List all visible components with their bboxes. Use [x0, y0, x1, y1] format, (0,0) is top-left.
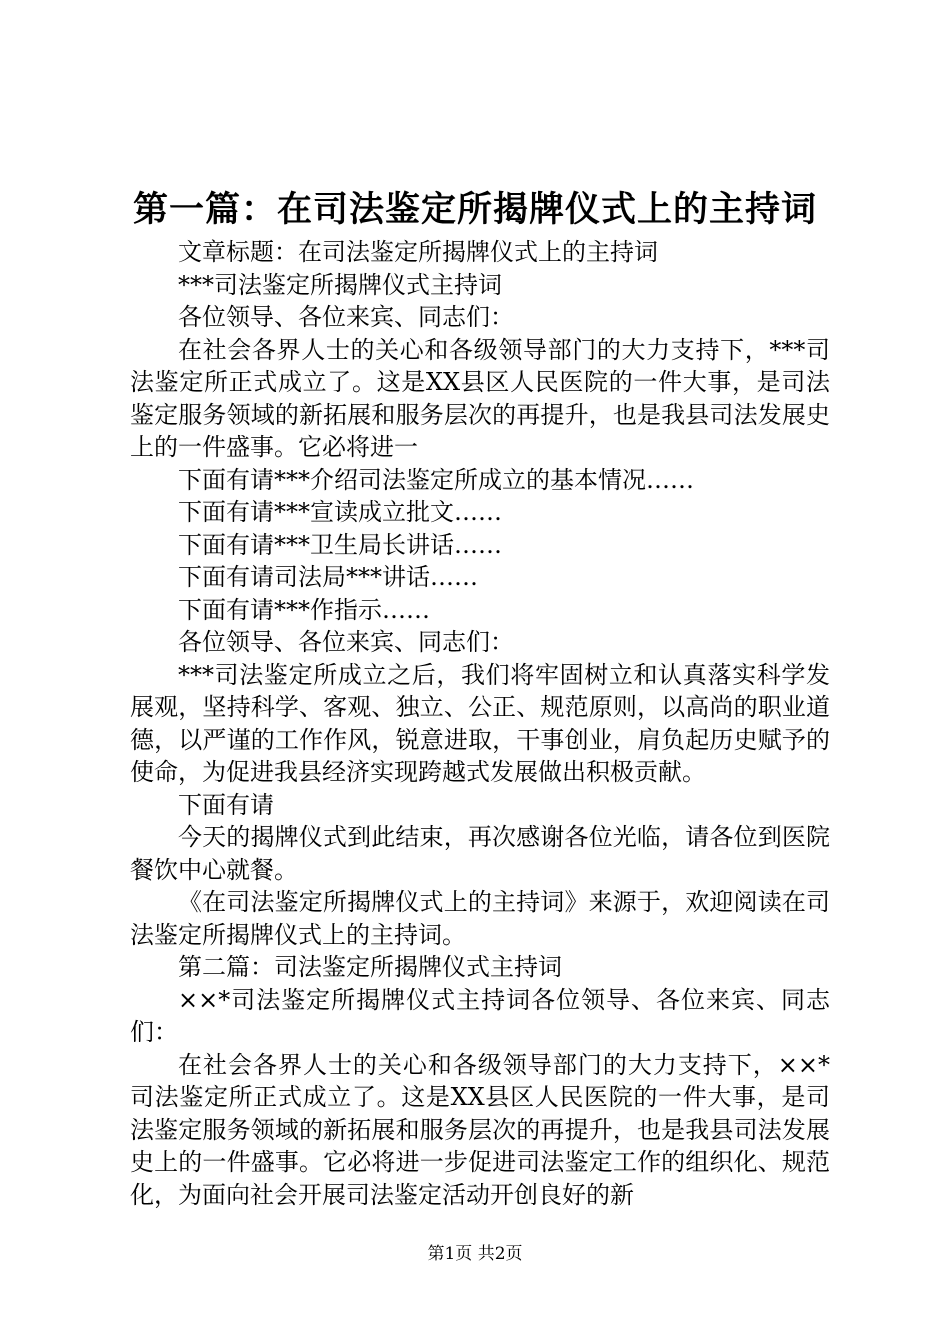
page-number-footer: 第1页 共2页 [427, 1244, 523, 1264]
paragraph-section-two-opening: 在社会各界人士的关心和各级领导部门的大力支持下，××*司法鉴定所正式成立了。这是XX县区人民医院的一件大事，是司法鉴定服务领域的新拓展和服务层次的再提升，也是我县司法发展史上的一件盛事。它必将进一步促进司法鉴定工作的组织化、规范化，为面向社会开展司法鉴定活动开创良好的新 [130, 1050, 830, 1209]
paragraph-subtitle: ***司法鉴定所揭牌仪式主持词 [178, 270, 502, 299]
paragraph-closing: 今天的揭牌仪式到此结束，再次感谢各位光临，请各位到医院餐饮中心就餐。 [130, 823, 830, 884]
paragraph-opening: 在社会各界人士的关心和各级领导部门的大力支持下，***司法鉴定所正式成立了。这是XX县区人民医院的一件大事，是司法鉴定服务领域的新拓展和服务层次的再提升，也是我县司法发展史上的一件盛事。它必将进一 [130, 335, 830, 461]
paragraph-commitment: ***司法鉴定所成立之后，我们将牢固树立和认真落实科学发展观，坚持科学、客观、独立、公正、规范原则，以高尚的职业道德，以严谨的工作作风，锐意进取，干事创业，肩负起历史赋予的使命，为促进我县经济实现跨越式发展做出积极贡献。 [130, 660, 830, 786]
paragraph-invite-approval: 下面有请***宣读成立批文…… [178, 498, 502, 526]
document-body [130, 236, 830, 1211]
document-title: 第一篇：在司法鉴定所揭牌仪式上的主持词 [132, 189, 817, 230]
paragraph-invite: 下面有请 [178, 790, 274, 819]
paragraph-invite-justice-bureau: 下面有请司法局***讲话…… [178, 563, 478, 591]
paragraph-source: 《在司法鉴定所揭牌仪式上的主持词》来源于，欢迎阅读在司法鉴定所揭牌仪式上的主持词。 [130, 888, 830, 949]
paragraph-invite-introduction: 下面有请***介绍司法鉴定所成立的基本情况…… [178, 465, 694, 494]
paragraph-invite-health-bureau: 下面有请***卫生局长讲话…… [178, 530, 502, 559]
paragraph-invite-instructions: 下面有请***作指示…… [178, 595, 430, 624]
paragraph-greeting: 各位领导、各位来宾、同志们： [178, 303, 514, 331]
paragraph-greeting-2: 各位领导、各位来宾、同志们： [178, 628, 514, 656]
paragraph-section-two-heading: 第二篇：司法鉴定所揭牌仪式主持词 [178, 953, 562, 981]
paragraph-section-two-greeting: ××*司法鉴定所揭牌仪式主持词各位领导、各位来宾、同志们： [130, 985, 830, 1046]
paragraph-article-title: 文章标题：在司法鉴定所揭牌仪式上的主持词 [178, 238, 658, 266]
